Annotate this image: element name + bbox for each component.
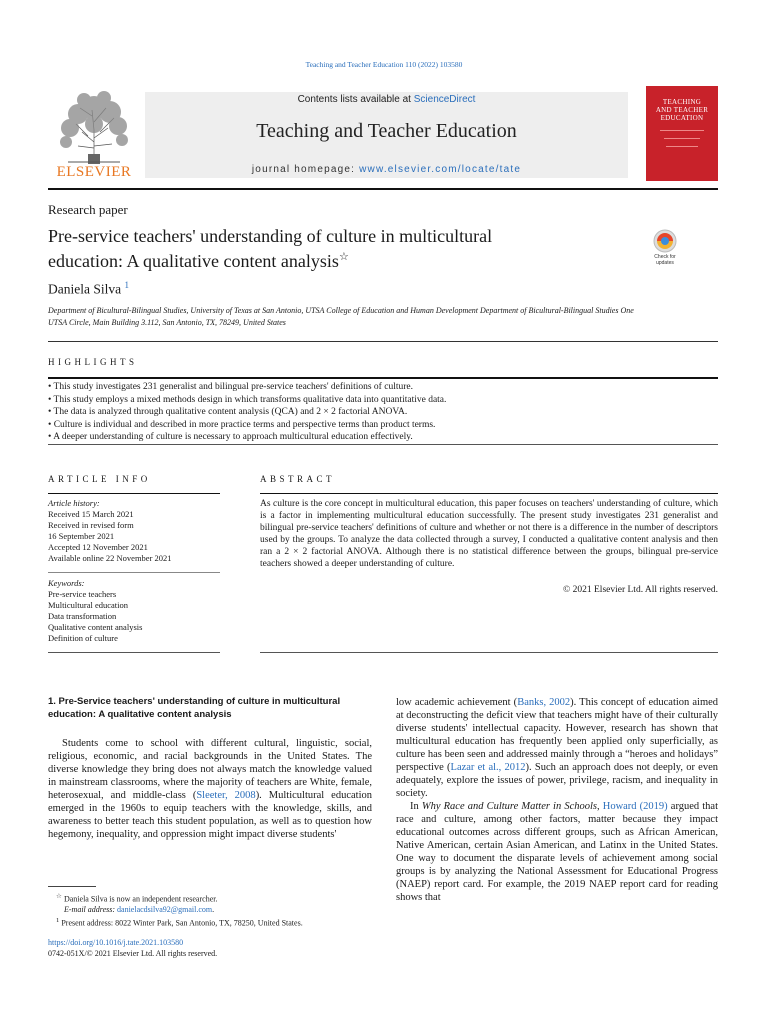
- divider: [48, 377, 718, 379]
- contents-prefix: Contents lists available at: [297, 94, 414, 105]
- highlight-item: • This study investigates 231 generalist and bilingual pre-service teachers' definitions of culture.: [48, 382, 413, 392]
- check-for-updates-badge[interactable]: [646, 228, 684, 268]
- author-footnote-mark[interactable]: 1: [124, 280, 129, 290]
- body-column-left: [48, 696, 372, 841]
- history-entry: Received 15 March 2021: [48, 509, 134, 519]
- history-entry: 16 September 2021: [48, 531, 115, 541]
- email-label: E-mail address:: [64, 905, 118, 915]
- cover-decor-line: [660, 130, 704, 131]
- divider: [48, 444, 718, 445]
- citation-link[interactable]: Banks, 2002: [517, 697, 571, 708]
- keywords-label: Keywords:: [48, 578, 85, 588]
- cover-decor-line: [666, 146, 698, 147]
- email-tail: .: [212, 905, 215, 915]
- abstract-heading: ABSTRACT: [260, 474, 336, 484]
- journal-header: [48, 86, 718, 181]
- journal-homepage-link[interactable]: www.elsevier.com/locate/tate: [359, 164, 522, 175]
- body-text: Students come to school with different cultural, linguistic, social, religious, economic, and racial backgrounds in the United States. The diverse knowledge they bring does not always match the knowledge valued in mainstream classrooms, where the majority of teachers are White, female, heterosexual, and middle-class (: [48, 738, 372, 801]
- divider: [48, 572, 220, 573]
- elsevier-logo[interactable]: [48, 86, 140, 181]
- divider: [48, 652, 220, 653]
- paper-title-line-2: education: A qualitative content analysis: [48, 251, 339, 271]
- journal-header-center: [145, 92, 628, 178]
- footnote-1: [48, 892, 372, 905]
- journal-homepage-line: [145, 164, 628, 175]
- doi-block: [48, 938, 217, 959]
- abstract-copyright: © 2021 Elsevier Ltd. All rights reserved.: [563, 585, 718, 595]
- contents-available-line: [145, 94, 628, 105]
- history-entry: Received in revised form: [48, 520, 134, 530]
- keyword-item: Qualitative content analysis: [48, 622, 143, 632]
- body-paragraph: [396, 800, 718, 904]
- body-paragraph: [396, 696, 718, 800]
- elsevier-wordmark: ELSEVIER: [56, 164, 132, 180]
- cover-title-line-2: AND TEACHER: [655, 106, 709, 114]
- footnote-2: [48, 916, 372, 929]
- divider: [48, 341, 718, 342]
- highlight-text: A deeper understanding of culture is necessary to approach multicultural education effectively.: [53, 432, 413, 442]
- keyword-item: Multicultural education: [48, 600, 129, 610]
- highlight-text: The data is analyzed through qualitative content analysis (QCA) and 2 × 2 factorial ANOVA.: [53, 407, 408, 417]
- book-title: Why Race and Culture Matter in Schools: [421, 801, 597, 812]
- keywords: [48, 578, 220, 644]
- history-label: Article history:: [48, 498, 100, 508]
- paper-title-line-1: Pre-service teachers' understanding of culture in multicultural: [48, 226, 493, 246]
- email-link[interactable]: danielacdsilva92@gmail.com: [117, 905, 213, 915]
- abstract-text: As culture is the core concept in multicultural education, this paper focuses on teachers' understanding of culture, which is a factor in implementing multicultural education successfully. The present study investigates 231 generalist and bilingual pre-service teachers' definitions of culture and whether or not there is a difference in the number of descriptors used by the groups. To analyze the data collected through a survey, I conducted a qualitative content analysis and then ran a 2 × 2 factorial ANOVA. Although there is no statistical difference between the groups, bilingual pre-service teachers showed a deeper understanding of culture.: [260, 499, 718, 569]
- author-line: [48, 280, 129, 298]
- author-affiliation: Department of Bicultural-Bilingual Studies, University of Texas at San Antonio, UTSA College of Education and Human Development Department of Bicultural-Bilingual Studies One UTSA Circle, Main Building 3.112, San Antonio, TX, 78249, United States: [48, 306, 634, 327]
- keyword-item: Definition of culture: [48, 633, 118, 643]
- highlight-item: • The data is analyzed through qualitative content analysis (QCA) and 2 × 2 factorial ANOVA.: [48, 407, 408, 417]
- citation-link[interactable]: Howard (2019): [602, 801, 668, 812]
- body-text: ). This concept of education aimed at deconstructing the deficit view that teachers might have of their culturally diverse students' intellectual capacity. However, research has shown that multicultural education has frequently been applied only superficially, as culture has been seen and addressed mainly through a “heroes and holidays” perspective (: [396, 697, 719, 773]
- body-paragraph: [48, 737, 372, 841]
- article-info-heading: ARTICLE INFO: [48, 474, 151, 484]
- highlight-text: This study investigates 231 generalist and bilingual pre-service teachers' definitions of culture.: [53, 382, 413, 392]
- doi-link[interactable]: https://doi.org/10.1016/j.tate.2021.103580: [48, 938, 184, 947]
- body-text: low academic achievement (: [396, 697, 518, 708]
- cover-title-line-3: EDUCATION: [660, 114, 704, 122]
- highlight-item: • A deeper understanding of culture is necessary to approach multicultural education effectively.: [48, 432, 413, 442]
- footnote-text: Daniela Silva is now an independent researcher.: [63, 894, 218, 904]
- header-divider: [48, 188, 718, 190]
- check-updates-icon: [646, 228, 684, 256]
- author-name[interactable]: Daniela Silva: [48, 281, 122, 297]
- highlights-heading: HIGHLIGHTS: [48, 357, 138, 367]
- footnote-divider: [48, 886, 96, 887]
- footnote-mark: ☆: [56, 893, 62, 900]
- journal-title: Teaching and Teacher Education: [256, 120, 517, 142]
- citation-link[interactable]: Sleeter, 2008: [196, 790, 256, 801]
- highlight-text: Culture is individual and described in more practice terms and perspective terms than product terms.: [53, 419, 436, 430]
- footnotes: [48, 892, 372, 929]
- keyword-item: Pre-service teachers: [48, 589, 117, 599]
- title-footnote-mark[interactable]: ☆: [338, 251, 349, 263]
- history-entry: Accepted 12 November 2021: [48, 542, 148, 552]
- highlight-item: • Culture is individual and described in more practice terms and perspective terms than product terms.: [48, 419, 436, 430]
- highlights-list: [48, 381, 718, 444]
- cover-decor-line: [664, 138, 700, 139]
- body-text: ). Multicultural education emerged in the 1960s to equip teachers with the knowledge, skills, and awareness to better teach this student population, as well as to question how hegemony, inequality, and oppression might impact diverse students': [48, 790, 372, 840]
- footnote-email: [48, 905, 372, 916]
- keyword-item: Data transformation: [48, 611, 117, 621]
- divider: [260, 652, 718, 653]
- body-text: argued that race and culture, among other factors, matter because they impact educational outcomes across different groups, such as African American, Native American, certain Asian American, and Latinx in the United States. One way to document the disparate levels of achievement among social groups is by analyzing the National Assessment for Educational Progress (NAEP) report card. For example, the 2019 NAEP report card for reading shows that: [396, 801, 719, 903]
- footnote-text: Present address: 8022 Winter Park, San Antonio, TX, 78250, United States.: [61, 918, 303, 928]
- citation-link[interactable]: Lazar et al., 2012: [450, 762, 526, 773]
- cover-title-line-1: TEACHING: [662, 98, 702, 106]
- highlight-item: • This study employs a mixed methods design in which transforms qualitative data into quantitative data.: [48, 394, 447, 405]
- divider: [260, 493, 718, 494]
- paper-title: [48, 226, 608, 272]
- body-text: ,: [597, 801, 603, 812]
- divider: [48, 493, 220, 494]
- article-history: [48, 498, 220, 564]
- sciencedirect-link[interactable]: ScienceDirect: [413, 94, 476, 105]
- issn-copyright: 0742-051X/© 2021 Elsevier Ltd. All rights reserved.: [48, 948, 218, 958]
- check-updates-label: Check for updates: [654, 254, 676, 266]
- journal-cover-thumbnail[interactable]: [646, 86, 718, 181]
- footnote-mark: 1: [56, 916, 60, 924]
- cover-title: [646, 98, 718, 122]
- body-text: ). Such an approach does not deeply, or even adequately, explore the issues of power, privilege, racism, and inequality in society.: [396, 762, 718, 799]
- section-heading: 1. Pre-Service teachers' understanding of culture in multicultural education: A qualitative content analysis: [48, 696, 341, 720]
- highlight-text: This study employs a mixed methods design in which transforms qualitative data into quantitative data.: [53, 394, 447, 405]
- homepage-prefix: journal homepage:: [251, 164, 360, 175]
- article-type: Research paper: [48, 202, 128, 217]
- history-entry: Available online 22 November 2021: [48, 553, 172, 563]
- body-text: In: [410, 801, 422, 812]
- body-column-right: [396, 696, 718, 904]
- journal-reference[interactable]: Teaching and Teacher Education 110 (2022) 103580: [305, 60, 463, 69]
